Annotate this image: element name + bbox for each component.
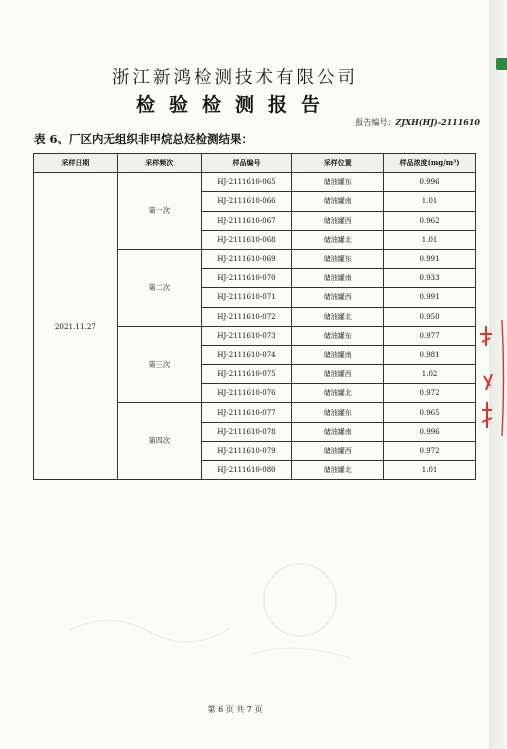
red-seal-fragment (478, 318, 506, 438)
table-header-row (34, 154, 476, 173)
sample-id-cell: HJ-2111610-065 (201, 173, 292, 192)
sample-id-cell: HJ-2111610-079 (201, 441, 292, 460)
faint-bleedthrough-marks (50, 560, 430, 680)
sample-id-cell: HJ-2111610-078 (201, 422, 292, 441)
concentration-cell: 0.991 (384, 288, 476, 307)
header-concentration: 样品浓度(mg/m³) (384, 154, 476, 173)
sample-id-cell: HJ-2111610-075 (201, 365, 292, 384)
concentration-cell: 0.991 (384, 249, 476, 268)
location-cell: 储油罐北 (292, 461, 384, 480)
location-cell: 储油罐北 (292, 230, 384, 249)
sample-id-cell: HJ-2111610-068 (201, 230, 292, 249)
location-cell: 储油罐北 (292, 384, 384, 403)
sample-id-cell: HJ-2111610-080 (201, 461, 292, 480)
location-cell: 储油罐西 (292, 441, 384, 460)
concentration-cell: 0.996 (384, 422, 476, 441)
concentration-cell: 0.962 (384, 211, 476, 230)
concentration-cell: 0.933 (384, 269, 476, 288)
sample-id-cell: HJ-2111610-074 (201, 345, 292, 364)
sampling-frequency-cell: 第三次 (117, 326, 201, 403)
header-sampling-location: 采样位置 (292, 154, 384, 173)
concentration-cell: 1.01 (384, 461, 476, 480)
sample-id-cell: HJ-2111610-067 (201, 211, 292, 230)
table-title: 表 6、厂区内无组织非甲烷总烃检测结果： (34, 132, 254, 146)
sampling-date-cell: 2021.11.27 (34, 173, 118, 480)
location-cell: 储油罐西 (292, 211, 384, 230)
report-number-value: ZJXH(HJ)-2111610 (395, 117, 480, 127)
table-row (34, 173, 476, 192)
concentration-cell: 0.996 (384, 173, 476, 192)
sample-id-cell: HJ-2111610-076 (201, 384, 292, 403)
report-number-label: 报告编号： (355, 118, 396, 127)
location-cell: 储油罐东 (292, 403, 384, 422)
page-footer: 第 6 页 共 7 页 (207, 705, 263, 714)
sample-id-cell: HJ-2111610-070 (201, 269, 292, 288)
sample-id-cell: HJ-2111610-071 (201, 288, 292, 307)
header-sampling-frequency: 采样频次 (117, 154, 201, 173)
concentration-cell: 1.01 (384, 230, 476, 249)
location-cell: 储油罐西 (292, 365, 384, 384)
sample-id-cell: HJ-2111610-069 (201, 249, 292, 268)
report-number (300, 117, 480, 128)
company-name: 浙江新鸿检测技术有限公司 (112, 68, 358, 88)
location-cell: 储油罐西 (292, 288, 384, 307)
concentration-cell: 0.950 (384, 307, 476, 326)
location-cell: 储油罐南 (292, 345, 384, 364)
location-cell: 储油罐北 (292, 307, 384, 326)
concentration-cell: 0.977 (384, 326, 476, 345)
sample-id-cell: HJ-2111610-072 (201, 307, 292, 326)
location-cell: 储油罐南 (292, 192, 384, 211)
concentration-cell: 1.02 (384, 365, 476, 384)
report-title: 检验检测报告 (135, 94, 334, 116)
location-cell: 储油罐东 (292, 173, 384, 192)
sample-id-cell: HJ-2111610-073 (201, 326, 292, 345)
concentration-cell: 0.972 (384, 384, 476, 403)
header-sampling-date: 采样日期 (34, 154, 118, 173)
sampling-frequency-cell: 第四次 (117, 403, 201, 480)
location-cell: 储油罐东 (292, 326, 384, 345)
results-table (33, 153, 476, 480)
sample-id-cell: HJ-2111610-077 (201, 403, 292, 422)
concentration-cell: 1.01 (384, 192, 476, 211)
sampling-frequency-cell: 第一次 (117, 173, 201, 250)
concentration-cell: 0.972 (384, 441, 476, 460)
location-cell: 储油罐东 (292, 249, 384, 268)
location-cell: 储油罐南 (292, 422, 384, 441)
location-cell: 储油罐南 (292, 269, 384, 288)
header-sample-id: 样品编号 (201, 154, 292, 173)
concentration-cell: 0.981 (384, 345, 476, 364)
concentration-cell: 0.965 (384, 403, 476, 422)
index-tab (496, 58, 507, 70)
table-body (34, 173, 476, 480)
sample-id-cell: HJ-2111610-066 (201, 192, 292, 211)
sampling-frequency-cell: 第二次 (117, 249, 201, 326)
